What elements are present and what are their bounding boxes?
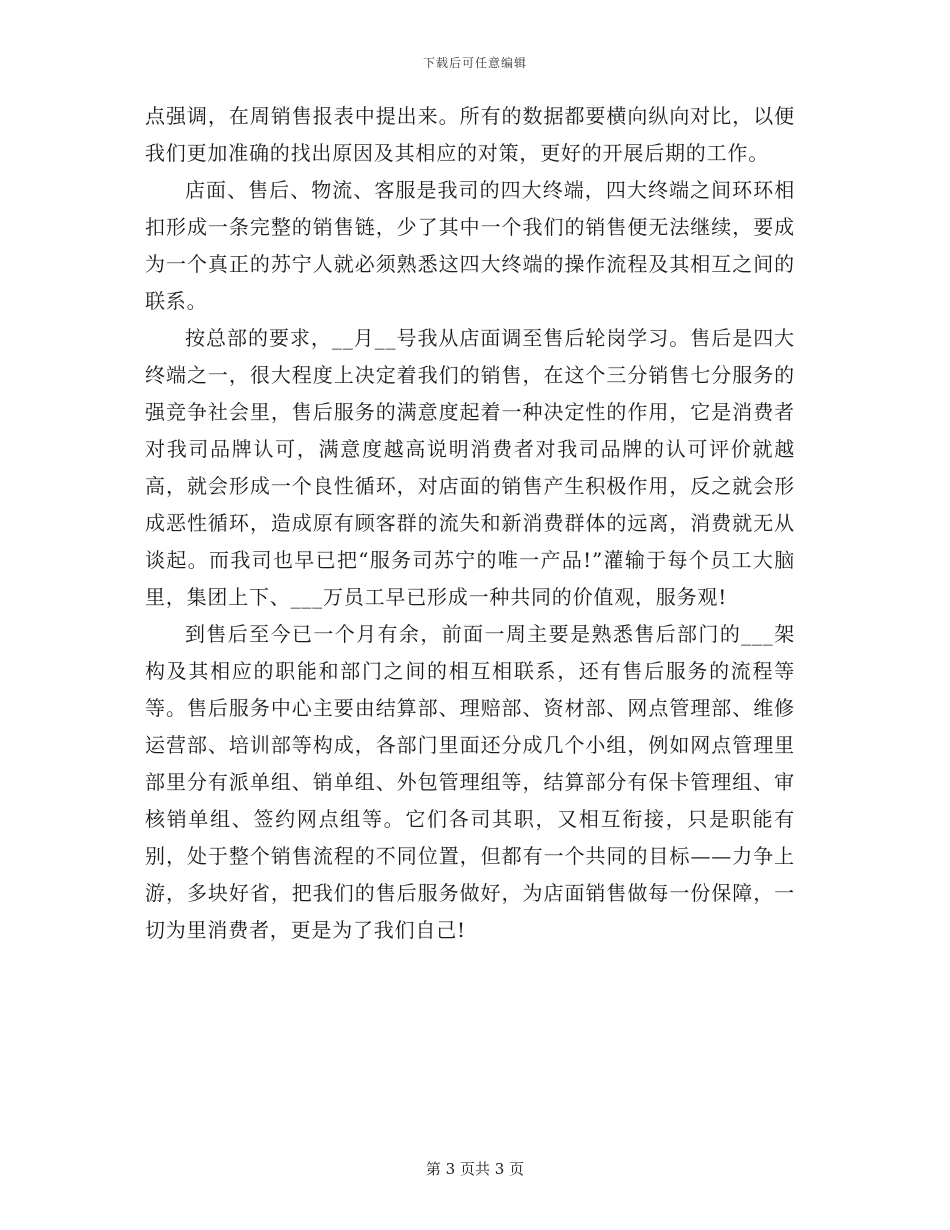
paragraph-4: 到售后至今已一个月有余，前面一周主要是熟悉售后部门的___架构及其相应的职能和部门之间的相互相联系，还有售后服务的流程等等。售后服务中心主要由结算部、理赔部、资材部、网点管理部、维修运营部、培训部等构成，各部门里面还分成几个小组，例如网点管理里部里分有派单组、销单组、外包管理组等，结算部分有保卡管理组、审核销单组、签约网点组等。它们各司其职，又相互衔接，只是职能有别，处于整个销售流程的不同位置，但都有一个共同的目标——力争上游，多块好省，把我们的售后服务做好，为店面销售做每一份保障，一切为里消费者，更是为了我们自己! — [145, 622, 795, 942]
paragraph-3: 按总部的要求，__月__号我从店面调至售后轮岗学习。售后是四大终端之一，很大程度上决定着我们的销售，在这个三分销售七分服务的强竞争社会里，售后服务的满意度起着一种决定性的作用，它是消费者对我司品牌认可，满意度越高说明消费者对我司品牌的认可评价就越高，就会形成一个良性循环，对店面的销售产生积极作用，反之就会形成恶性循环，造成原有顾客群的流失和新消费群体的远离，消费就无从谈起。而我司也早已把“服务司苏宁的唯一产品!”灌输于每个员工大脑里，集团上下、___万员工早已形成一种共同的价值观，服务观! — [145, 326, 795, 609]
page-header-note: 下载后可任意编辑 — [422, 56, 527, 70]
page-number-footer: 第 3 页共 3 页 — [425, 1160, 525, 1178]
paragraph-2: 店面、售后、物流、客服是我司的四大终端，四大终端之间环环相扣形成一条完整的销售链，少了其中一个我们的销售便无法继续，要成为一个真正的苏宁人就必须熟悉这四大终端的操作流程及其相互之间的联系。 — [145, 178, 795, 313]
document-body — [145, 98, 795, 949]
paragraph-1: 点强调，在周销售报表中提出来。所有的数据都要横向纵向对比，以便我们更加准确的找出原因及其相应的对策，更好的开展后期的工作。 — [145, 104, 795, 165]
